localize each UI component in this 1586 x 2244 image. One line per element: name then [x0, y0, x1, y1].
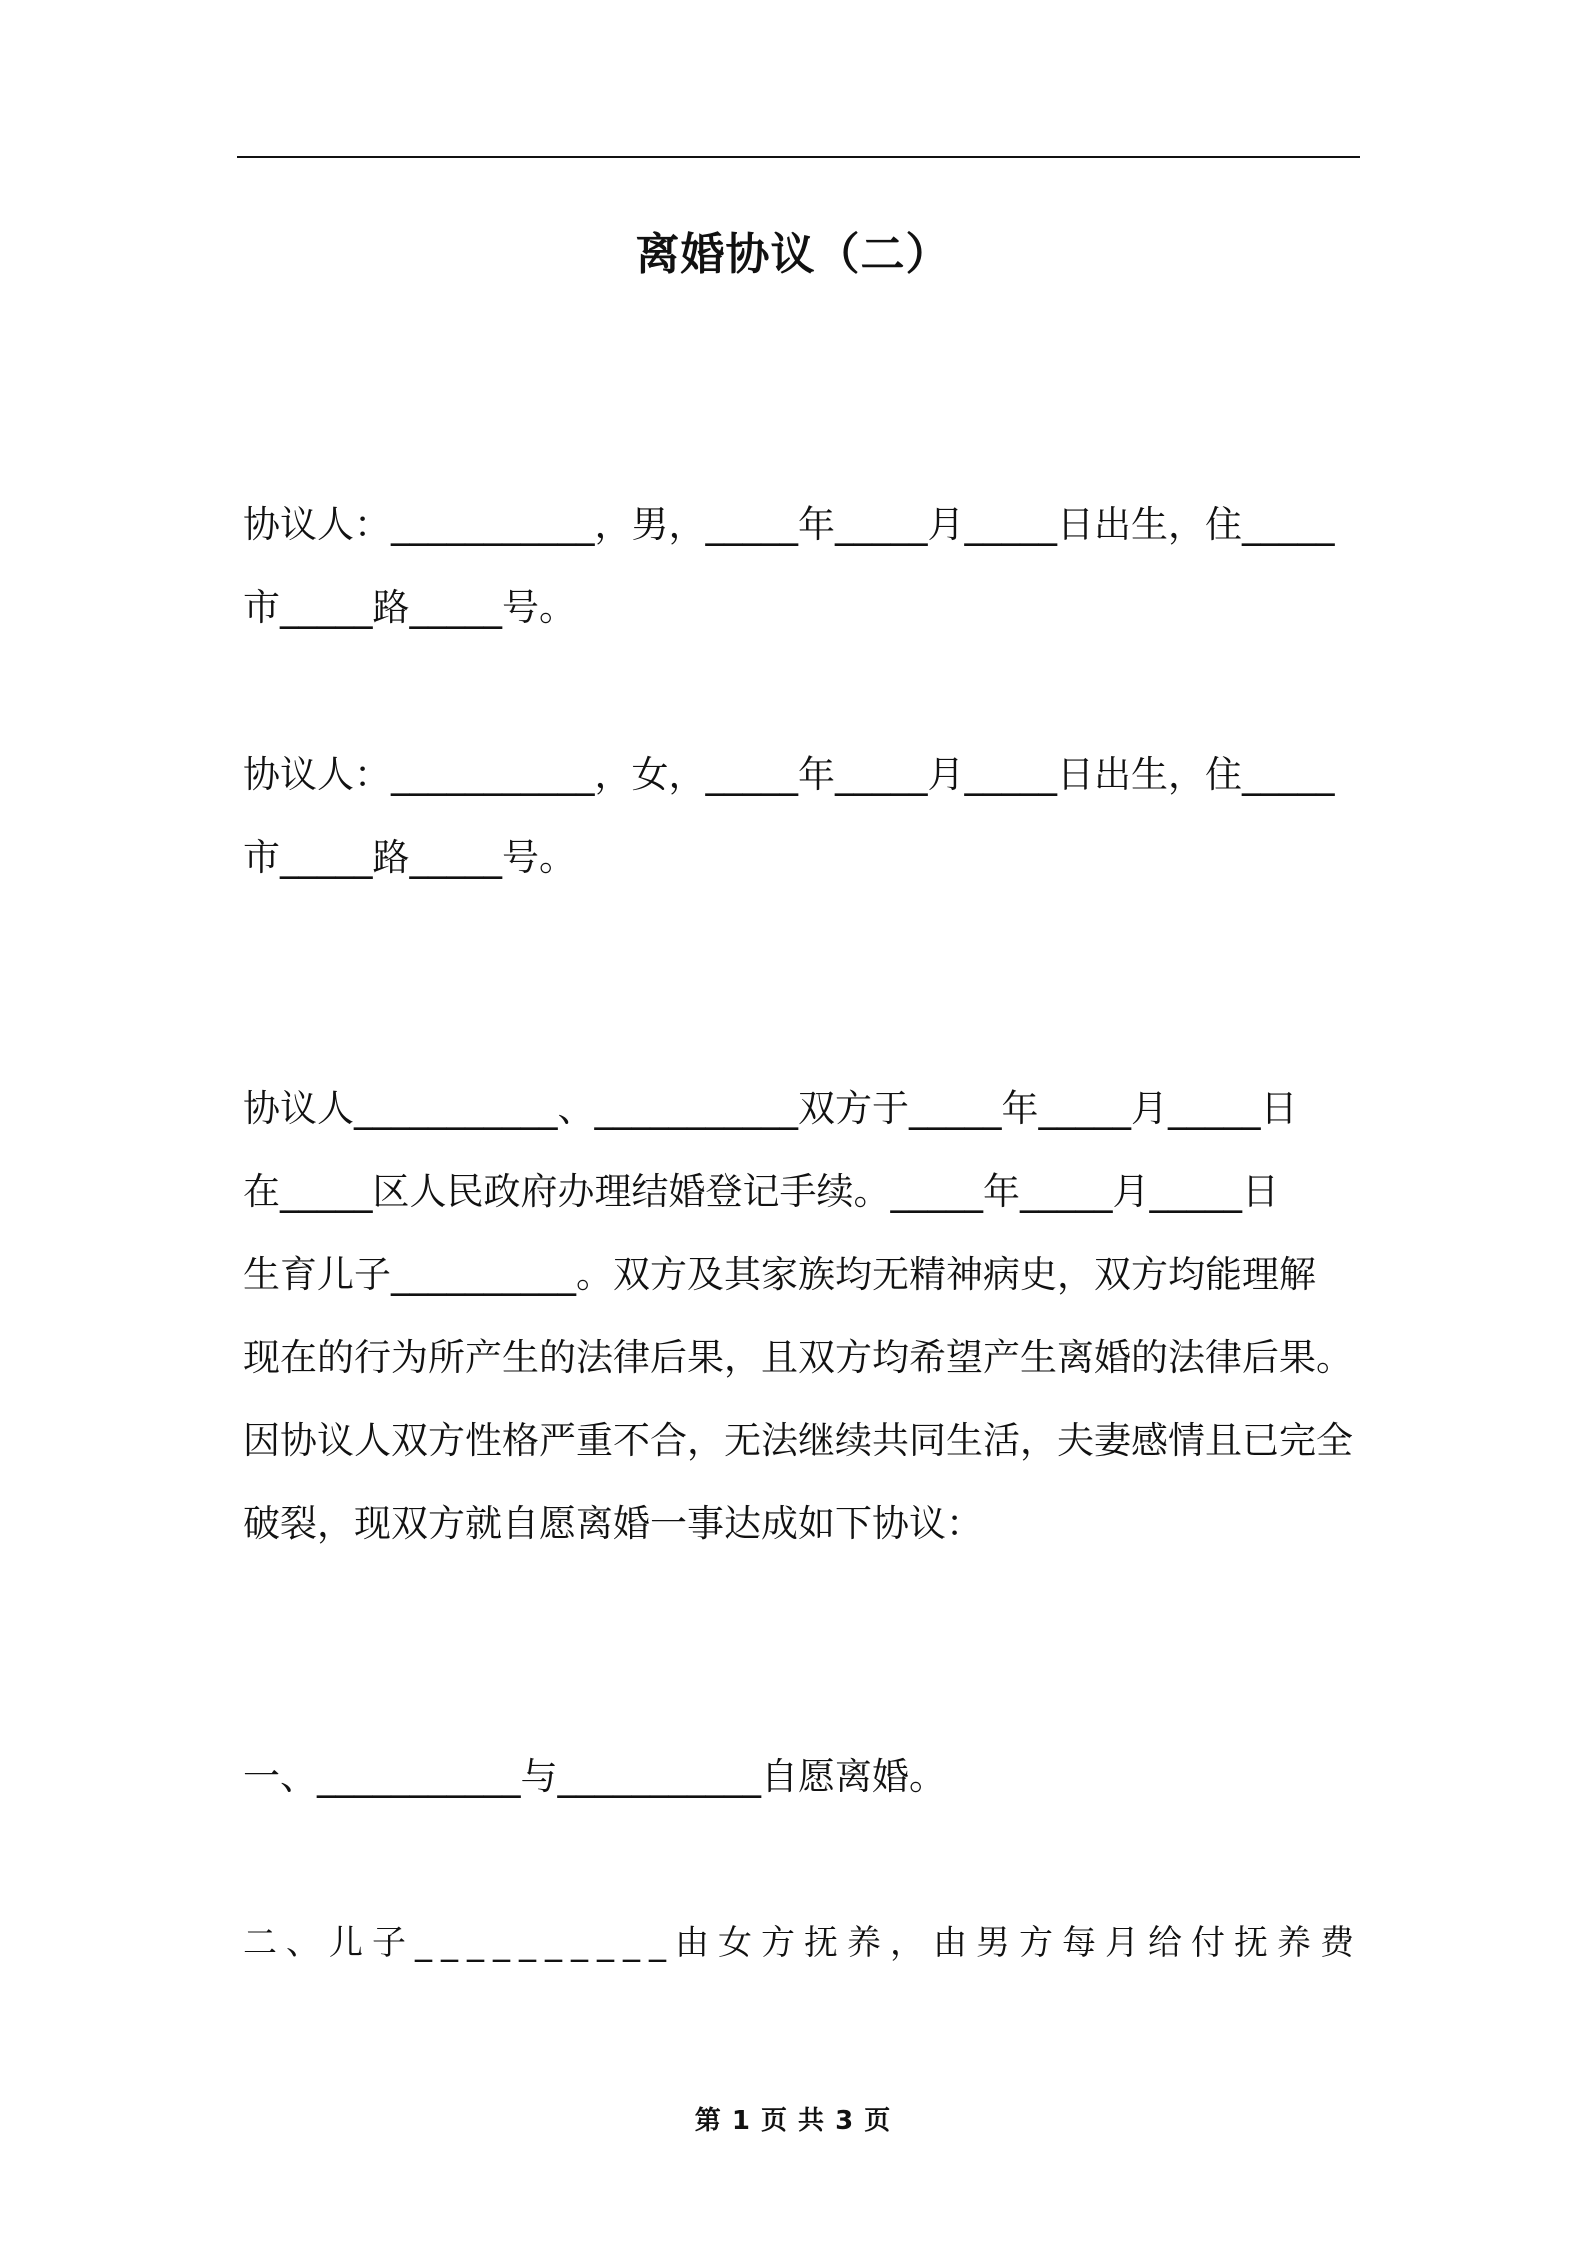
party-male-line-1: 协议人：___________，男，_____年_____月_____日出生，住_____	[243, 503, 1335, 546]
preamble-line-4: 现在的行为所产生的法律后果，且双方均希望产生离婚的法律后果。	[243, 1336, 1353, 1379]
preamble-line-6: 破裂，现双方就自愿离婚一事达成如下协议：	[243, 1502, 983, 1545]
preamble-line-3: 生育儿子__________。双方及其家族均无精神病史，双方均能理解	[243, 1253, 1316, 1296]
document-title: 离婚协议（二）	[635, 229, 951, 280]
header-rule	[237, 156, 1360, 158]
preamble-line-2: 在_____区人民政府办理结婚登记手续。_____年_____月_____日	[243, 1170, 1279, 1213]
party-female-line-2: 市_____路_____号。	[243, 836, 576, 879]
preamble-line-1: 协议人___________、___________双方于_____年_____月_____日	[243, 1087, 1298, 1130]
clause-2: 二、儿子__________由女方抚养，由男方每月给付抚养费	[243, 1923, 1363, 1963]
page-number: 第 1 页 共 3 页	[694, 2106, 892, 2136]
party-male-line-2: 市_____路_____号。	[243, 586, 576, 629]
preamble-line-5: 因协议人双方性格严重不合，无法继续共同生活，夫妻感情且已完全	[243, 1419, 1353, 1462]
party-female-line-1: 协议人：___________，女，_____年_____月_____日出生，住_____	[243, 753, 1335, 796]
clause-1: 一、___________与___________自愿离婚。	[243, 1755, 946, 1798]
